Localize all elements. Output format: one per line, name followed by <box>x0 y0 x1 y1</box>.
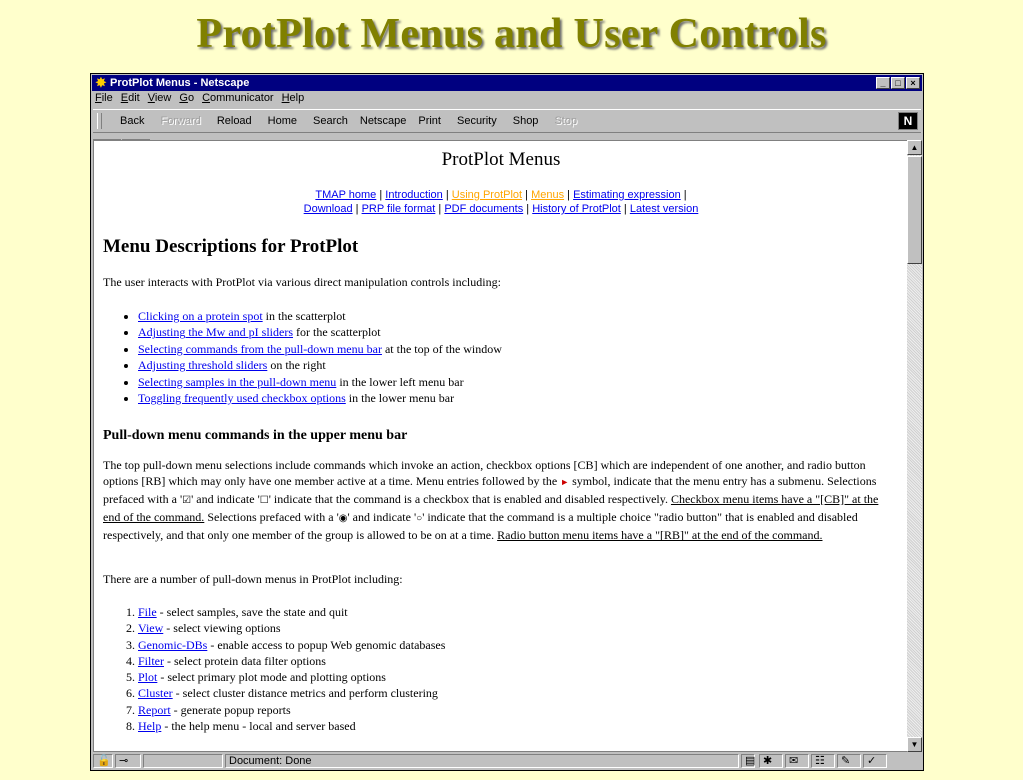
list-item: 6. Cluster - select cluster distance metrics and perform clustering <box>138 685 445 701</box>
link-prp-file-format[interactable]: PRP file format <box>361 203 436 215</box>
list-item: • Selecting commands from the pull-down menu bar at the top of the window <box>138 341 502 357</box>
composer-icon[interactable]: ✎ <box>837 754 861 768</box>
browser-window <box>90 73 924 771</box>
vertical-scrollbar[interactable] <box>907 140 922 752</box>
menu-link-report[interactable]: Report <box>138 702 171 717</box>
controls-list <box>117 308 502 406</box>
home-button[interactable]: Home <box>267 115 298 127</box>
menus-list <box>117 604 445 734</box>
list-item: 5. Plot - select primary plot mode and plotting options <box>138 669 445 685</box>
menu-link-plot[interactable]: Plot <box>138 670 158 685</box>
editor-icon[interactable]: ✓ <box>863 754 887 768</box>
list-item: 4. Filter - select protein data filter options <box>138 653 445 669</box>
page-title: ProtPlot Menus <box>441 149 561 170</box>
unselected-radio-icon: ○ <box>416 512 423 524</box>
unchecked-checkbox-icon: ☐ <box>259 494 269 506</box>
list-item: • Adjusting threshold sliders on the right <box>138 357 502 373</box>
link-using-protplot[interactable]: Using ProtPlot <box>451 189 523 201</box>
menu-help[interactable]: Help <box>281 92 305 104</box>
scroll-down-icon[interactable]: ▼ <box>907 737 922 752</box>
control-link[interactable]: Adjusting threshold sliders <box>138 358 268 373</box>
security-lock-icon[interactable]: 🔓 <box>93 754 113 768</box>
component-bar-icon[interactable]: ▤ <box>741 754 755 768</box>
link-latest-version[interactable]: Latest version <box>629 203 699 215</box>
shop-button[interactable]: Shop <box>512 115 539 127</box>
list-item: 1. File - select samples, save the state and quit <box>138 604 445 620</box>
intro-text: The user interacts with ProtPlot via various direct manipulation controls including: <box>103 275 501 289</box>
maximize-button[interactable]: □ <box>891 77 905 89</box>
progress-bar <box>143 754 223 768</box>
connection-icon: ⊸ <box>115 754 141 768</box>
page-content <box>93 140 909 752</box>
title-bar[interactable] <box>92 75 922 91</box>
scroll-up-icon[interactable]: ▲ <box>907 140 922 155</box>
menu-file[interactable]: File <box>95 92 113 104</box>
toolbar-grip-handle[interactable] <box>97 113 102 129</box>
menu-link-view[interactable]: View <box>138 621 164 636</box>
link-estimating-expression[interactable]: Estimating expression <box>573 189 681 201</box>
list-item: 3. Genomic-DBs - enable access to popup Web genomic databases <box>138 637 445 653</box>
security-button[interactable]: Security <box>456 115 497 127</box>
reload-button[interactable]: Reload <box>216 115 252 127</box>
list-item: 8. Help - the help menu - local and server based <box>138 718 445 734</box>
control-link[interactable]: Clicking on a protein spot <box>138 309 263 323</box>
netscape-button[interactable]: Netscape <box>359 115 407 127</box>
menu-view[interactable]: View <box>147 92 172 104</box>
menu-link-file[interactable]: File <box>138 605 157 619</box>
link-pdf-documents[interactable]: PDF documents <box>444 203 524 215</box>
mail-icon[interactable]: ✉ <box>785 754 809 768</box>
toolbar-tabs[interactable] <box>93 132 153 139</box>
netscape-logo-icon[interactable]: N <box>898 112 918 130</box>
link-history[interactable]: History of ProtPlot <box>532 203 621 215</box>
subsection-heading: Pull-down menu commands in the upper menu bar <box>103 428 408 443</box>
checked-checkbox-icon: ☑ <box>182 494 192 506</box>
link-tmap-home[interactable]: TMAP home <box>315 189 377 201</box>
navigator-icon[interactable]: ✱ <box>759 754 783 768</box>
window-title: ProtPlot Menus - Netscape <box>110 77 250 89</box>
minimize-button[interactable]: _ <box>876 77 890 89</box>
control-link[interactable]: Toggling frequently used checkbox options <box>138 391 346 406</box>
back-button[interactable]: Back <box>120 115 145 127</box>
list-item: • Adjusting the Mw and pI sliders for the scatterplot <box>138 324 502 340</box>
groups-icon[interactable]: ☷ <box>811 754 835 768</box>
search-button[interactable]: Search <box>313 115 348 127</box>
link-menus[interactable]: Menus <box>531 189 565 201</box>
status-text: Document: Done <box>225 754 739 768</box>
control-link[interactable]: Selecting samples in the pull-down menu <box>138 374 337 389</box>
menu-bar <box>95 92 312 107</box>
menus-intro-text: There are a number of pull-down menus in ProtPlot including: <box>103 572 403 586</box>
menu-link-filter[interactable]: Filter <box>138 653 164 668</box>
section-heading: Menu Descriptions for ProtPlot <box>103 236 359 257</box>
menu-link-genomic-dbs[interactable]: Genomic-DBs <box>138 637 208 652</box>
menu-link-cluster[interactable]: Cluster <box>138 686 173 701</box>
link-download[interactable]: Download <box>303 203 353 215</box>
list-item: • Clicking on a protein spot in the scatterplot <box>138 308 502 324</box>
selected-radio-icon: ◉ <box>338 512 348 524</box>
menu-go[interactable]: Go <box>179 92 195 104</box>
menu-edit[interactable]: Edit <box>120 92 140 104</box>
nav-links: TMAP home | Introduction | Using ProtPlot | Menus | Estimating expression | Download | PRP file format | PDF documents | History of ProtPlot | Latest version <box>303 189 699 215</box>
menu-communicator[interactable]: Communicator <box>202 92 274 104</box>
forward-button[interactable]: Forward <box>160 115 201 127</box>
link-introduction[interactable]: Introduction <box>385 189 443 201</box>
control-link[interactable]: Selecting commands from the pull-down menu bar <box>138 341 382 356</box>
list-item: • Toggling frequently used checkbox options in the lower menu bar <box>138 390 502 406</box>
print-button[interactable]: Print <box>418 115 441 127</box>
navigation-toolbar <box>93 109 921 133</box>
list-item: 2. View - select viewing options <box>138 620 445 636</box>
status-bar <box>93 753 921 769</box>
submenu-arrow-icon: ► <box>560 477 570 488</box>
close-button[interactable]: × <box>906 77 920 89</box>
menu-description-paragraph: The top pull-down menu selections include commands which invoke an action, checkbox options [CB] which are independent of one another, and radio button options [RB] which may only have one member active at a time. Menu entries followed by the ► symbol, indicate that the menu entry has a submenu. Selections prefaced with a '☑' and indicate '☐' indicate that the command is a checkbox that is enabled and disabled respectively. Checkbox menu items have a "[CB]" at the end of the command. Selections prefaced with a '◉' and indicate '○' indicate that the command is a multiple choice "radio button" that is enabled and disabled respectively, and that only one member of the group is allowed to be on at a time. Radio button menu items have a "[RB]" at the end of the command. <box>103 458 879 543</box>
slide-title: ProtPlot Menus and User Controls <box>196 11 827 57</box>
list-item: 7. Report - generate popup reports <box>138 702 445 718</box>
control-link[interactable]: Adjusting the Mw and pI sliders <box>138 325 293 340</box>
list-item: • Selecting samples in the pull-down menu in the lower left menu bar <box>138 374 502 390</box>
stop-button[interactable]: Stop <box>554 115 578 127</box>
netscape-app-icon[interactable]: ✸ <box>95 75 107 90</box>
menu-link-help[interactable]: Help <box>138 719 162 734</box>
scroll-thumb[interactable] <box>907 156 922 264</box>
